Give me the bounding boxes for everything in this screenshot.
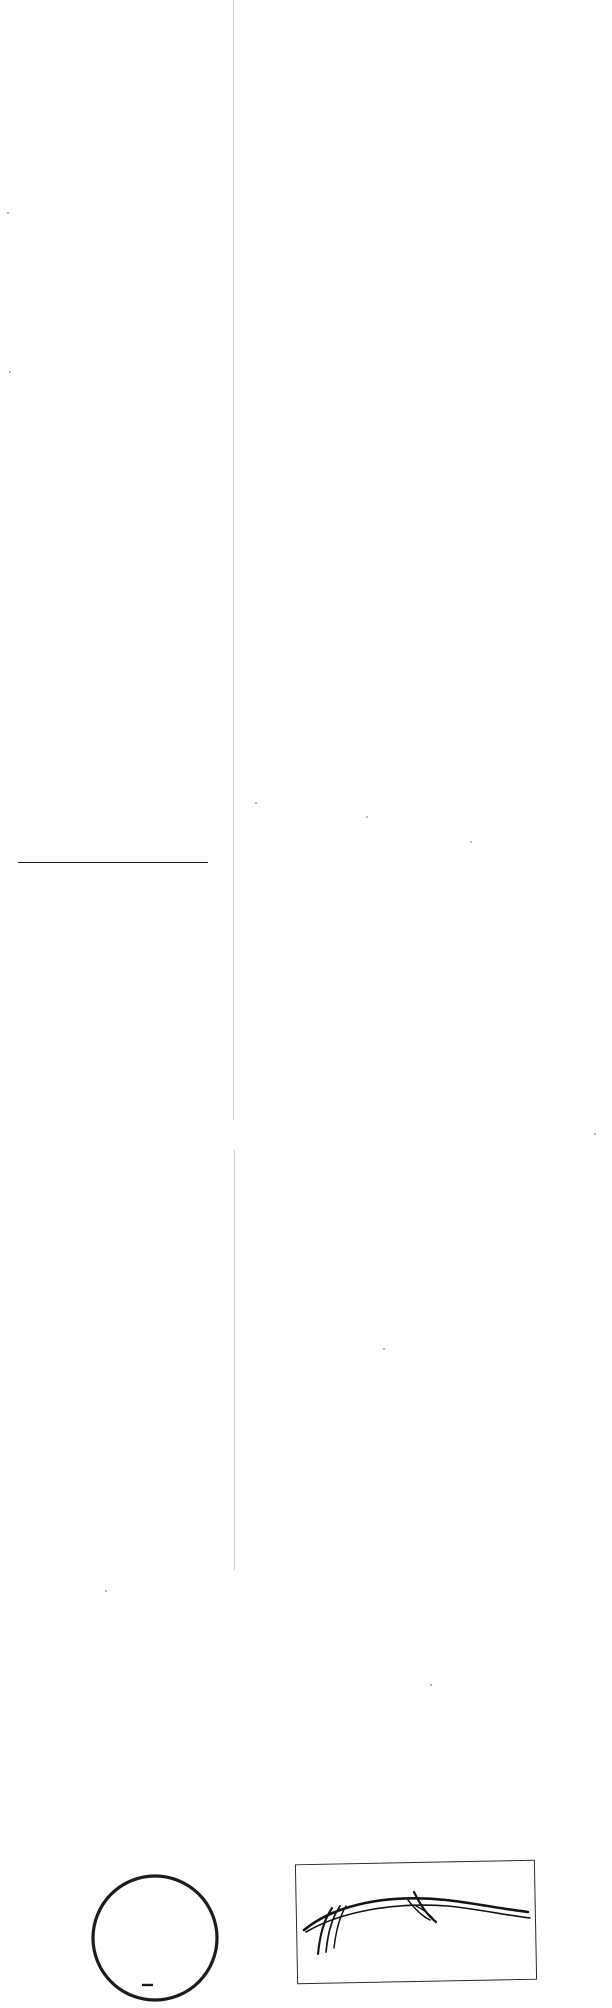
scan-speck [383,1348,385,1350]
scan-speck [366,816,368,818]
scan-speck [594,1133,596,1135]
scan-speck [430,1684,432,1686]
scan-speck [7,212,9,214]
footnotes-block [18,876,594,877]
round-stamp-eiropas-kopienu-komisija [78,1858,230,2008]
scan-speck [470,841,472,843]
section-heading [18,1104,48,1126]
body-text-column [18,6,594,18]
scan-speck [105,1590,107,1592]
scan-fold-line [233,0,234,1120]
certified-copy-stamp-frame [295,1860,537,1985]
footnote-separator-rule [18,862,208,863]
certified-copy-stamp [296,1862,536,1982]
decision-text-block [18,1158,596,1174]
scan-speck [9,371,11,373]
scan-fold-line-lower [234,1150,235,1570]
scan-speck [255,802,257,804]
